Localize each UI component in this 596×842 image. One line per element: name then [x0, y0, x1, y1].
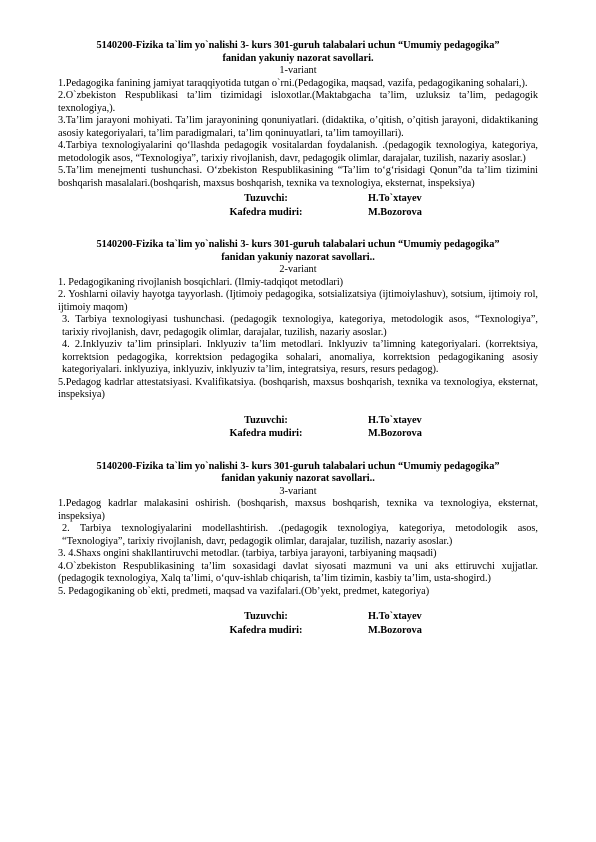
variant-label: 2-variant	[279, 264, 317, 275]
question-2: 2.O`zbekiston Respublikasi ta’lim tizimidagi isloxotlar.(Maktabgacha ta’lim, uzluksiz ta’lim, pedagogik texnologiya,).	[58, 90, 538, 114]
head-name: M.Bozorova	[368, 206, 422, 218]
question-4: 4. 2.Inklyuziv ta’lim prinsiplari. Inklyuziv ta’lim metodlari. Inklyuziv ta’limning kategoriyalari. (korrektsiya, korrektsion pedagogika, korrektsion pedagogika sohalari, anomaliya, korrektsion pedagogikaning asosiy kategoriyalari. inklyuziya, inklyuziv, inklyuziv ta’lim, integratsiya, resurs, resurs pedagog).	[62, 339, 538, 375]
title-line-1: 5140200-Fizika ta`lim yo`nalishi 3- kurs 301-guruh talabalari uchun “Umumiy pedagogika”	[96, 460, 500, 472]
signature-block	[186, 192, 538, 219]
block-title	[58, 239, 538, 264]
question-4: 4.Tarbiya texnologiyalarini qo‘llashda pedagogik vositalardan foydalanish. .(pedagogik texnologiya, kategoriya, metodologik asos, “Texnologiya”, tarixiy rivojlanish, davr, pedagogik olimlar, darajalar, tuzilish, nazariy asoslar.)	[58, 140, 538, 164]
title-line-2: fanidan yakuniy nazorat savollari.	[222, 52, 374, 64]
title-line-2: fanidan yakuniy nazorat savollari..	[221, 473, 375, 484]
signature-block	[186, 414, 538, 441]
question-3: 3. 4.Shaxs ongini shakllantiruvchi metodlar. (tarbiya, tarbiya jarayoni, tarbiyaning maqsadi)	[58, 548, 437, 559]
author-role: Tuzuvchi:	[244, 611, 288, 622]
head-name: M.Bozorova	[368, 624, 422, 636]
question-3: 3.Ta’lim jarayoni mohiyati. Ta’lim jarayonining qonuniyatlari. (didaktika, o’qitish, o’qitish jarayoni, didaktikaning asosiy kategoriyalari, ta’lim paradigmalari, ta’lim qoninuyatlari, ta’lim tamoyillari).	[58, 115, 538, 139]
head-role: Kafedra mudiri:	[229, 624, 303, 636]
author-role: Tuzuvchi:	[244, 193, 288, 204]
question-1: 1.Pedagogika fanining jamiyat taraqqiyotida tutgan o`rni.(Pedagogika, maqsad, vazifa, pedagogikaning sohalari,).	[58, 77, 528, 89]
author-name: H.To`xtayev	[368, 193, 422, 204]
author-name: H.To`xtayev	[368, 611, 422, 622]
question-5: 5.Ta’lim menejmenti tushunchasi. O‘zbekiston Respublikasining “Ta’lim to‘g‘risidagi Qonun”da ta’lim tizimini boshqarish masalalari.(boshqarish, maxsus boshqarish, texnika va texnologiya, eksternat, inspeksiya)	[58, 165, 538, 189]
head-role: Kafedra mudiri:	[229, 206, 303, 218]
question-5: 5.Pedagog kadrlar attestatsiyasi. Kvalifikatsiya. (boshqarish, maxsus boshqarish, texnika va texnologiya, eksternat, inspeksiya)	[58, 376, 538, 400]
question-1: 1. Pedagogikaning rivojlanish bosqichlari. (Ilmiy-tadqiqot metodlari)	[58, 276, 344, 288]
author-role: Tuzuvchi:	[244, 414, 288, 426]
title-line-1: 5140200-Fizika ta`lim yo`nalishi 3- kurs 301-guruh talabalari uchun “Umumiy pedagogika”	[96, 239, 500, 250]
variant-label: 1-variant	[279, 65, 317, 76]
exam-block-1	[58, 40, 538, 219]
question-2: 2. Tarbiya texnologiyalarini modellashtirish. .(pedagogik texnologiya, kategoriya, metodologik asos, “Texnologiya”, tarixiy rivojlanish, davr, pedagogik olimlar, darajalar, tuzilish, nazariy asoslar.)	[62, 523, 538, 547]
question-2: 2. Yoshlarni oilaviy hayotga tayyorlash. (Ijtimoiy pedagogika, sotsializatsiya (ijtimoiylashuv), sotsium, ijtimoiy rol, ijtimoiy maqom)	[58, 289, 538, 313]
block-title	[58, 40, 538, 65]
head-role: Kafedra mudiri:	[229, 428, 303, 439]
question-4: 4.O`zbekiston Respublikasining ta’lim soxasidagi davlat siyosati mazmuni va uni aks ettiruvchi xujjatlar. (pedagogik texnologiya, Xalq ta’limi, o‘quv-ishlab chiqarish, ta’lim tizimin, kasbiy ta’lim, usta-shogird.)	[58, 560, 538, 584]
title-line-1: 5140200-Fizika ta`lim yo`nalishi 3- kurs 301-guruh talabalari uchun “Umumiy pedagogika”	[96, 40, 500, 51]
signature-block	[186, 610, 538, 637]
exam-block-3	[58, 461, 538, 638]
question-3: 3. Tarbiya texnologiyasi tushunchasi. (pedagogik texnologiya, kategoriya, metodologik asos, “Texnologiya”, tarixiy rivojlanish, davr, pedagogik olimlar, darajalar, tuzilish, nazariy asoslar.)	[62, 314, 538, 338]
question-1: 1.Pedagog kadrlar malakasini oshirish. (boshqarish, maxsus boshqarish, texnika va texnologiya, eksternat, inspeksiya)	[58, 498, 538, 522]
exam-block-2	[58, 239, 538, 441]
title-line-2: fanidan yakuniy nazorat savollari..	[221, 251, 375, 263]
block-title	[58, 461, 538, 486]
author-name: H.To`xtayev	[368, 414, 422, 426]
question-5: 5. Pedagogikaning ob`ekti, predmeti, maqsad va vazifalari.(Ob’yekt, predmet, kategoriya)	[58, 585, 430, 597]
head-name: M.Bozorova	[368, 428, 422, 439]
document-page	[58, 40, 538, 657]
variant-label: 3-variant	[279, 485, 317, 497]
